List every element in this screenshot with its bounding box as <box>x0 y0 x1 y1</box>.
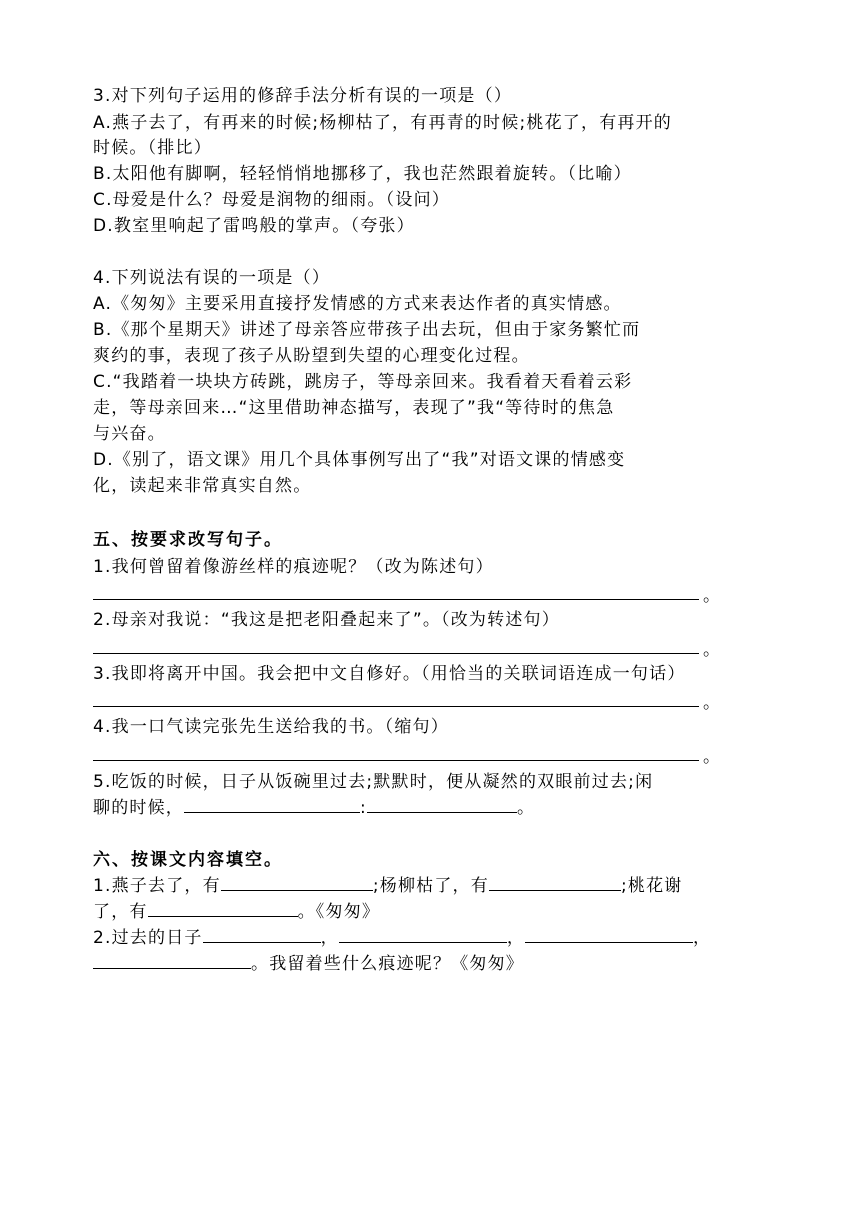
s6-fill2-blank-3[interactable] <box>525 926 693 943</box>
s5-answer-line-4[interactable] <box>93 760 699 761</box>
s5-answer-line-1[interactable] <box>93 599 699 600</box>
q4-option-d-line2: 化，读起来非常真实自然。 <box>93 476 312 496</box>
s5-item5-text-c: 。 <box>516 798 536 818</box>
q4-option-c-line3: 与兴奋。 <box>93 424 166 444</box>
s6-fill1-line2 <box>93 900 765 924</box>
s5-item3: 3.我即将离开中国。我会把中文自修好。（用恰当的关联词语连成一句话） <box>93 664 686 684</box>
s5-item1: 1.我何曾留着像游丝样的痕迹呢？（改为陈述句） <box>93 557 494 577</box>
q3-option-b: B.太阳他有脚啊，轻轻悄悄地挪移了，我也茫然跟着旋转。（比喻） <box>93 164 632 184</box>
s6-fill1-text-d: 了，有 <box>93 902 148 922</box>
q3-option-a-line1: A.燕子去了，有再来的时候;杨柳枯了，有再青的时候;桃花了，有再开的 <box>93 113 672 133</box>
s6-fill1-text-e: 。《匆匆》 <box>297 902 381 922</box>
s6-fill2-text-b: ， <box>320 928 339 948</box>
s6-fill2-blank-2[interactable] <box>339 926 507 943</box>
section6-title: 六、按课文内容填空。 <box>93 850 283 870</box>
s5-answer-line-3[interactable] <box>93 706 699 707</box>
s6-fill1-blank-3[interactable] <box>148 900 298 917</box>
s5-answer-2-period: 。 <box>703 640 720 660</box>
q3-option-a-line2: 时候。（排比） <box>93 138 212 158</box>
s5-item5-blank-1[interactable] <box>184 796 360 813</box>
q4-option-d-line1: D.《别了，语文课》用几个具体事例写出了“我”对语文课的情感变 <box>93 450 626 470</box>
s6-fill2-blank-4[interactable] <box>93 952 251 969</box>
s5-item5-text-a: 聊的时候， <box>93 798 184 818</box>
s5-answer-4-period: 。 <box>703 747 720 767</box>
s5-item5-line1: 5.吃饭的时候，日子从饭碗里过去;默默时，便从凝然的双眼前过去;闲 <box>93 772 654 792</box>
s5-item5-text-b: : <box>360 798 367 818</box>
s5-item5-blank-2[interactable] <box>367 796 517 813</box>
q3-option-d: D.教室里响起了雷鸣般的掌声。（夸张） <box>93 216 415 236</box>
s6-fill1-text-b: ;杨柳枯了，有 <box>372 876 489 896</box>
s6-fill1-text-c: ;桃花谢 <box>620 876 683 896</box>
q3-stem: 3.对下列句子运用的修辞手法分析有误的一项是（） <box>93 86 513 106</box>
s5-answer-line-2[interactable] <box>93 653 699 654</box>
s5-item2: 2.母亲对我说：“我这是把老阳叠起来了”。（改为转述句） <box>93 610 560 630</box>
s6-fill1-text-a: 1.燕子去了，有 <box>93 876 221 896</box>
s5-item4: 4.我一口气读完张先生送给我的书。（缩句） <box>93 717 449 737</box>
q4-option-b-line2: 爽约的事，表现了孩子从盼望到失望的心理变化过程。 <box>93 346 530 366</box>
s5-item5-line2 <box>93 796 765 820</box>
s6-fill2-line2 <box>93 952 765 976</box>
q3-option-c: C.母爱是什么？母爱是润物的细雨。（设问） <box>93 190 450 210</box>
s6-fill2-text-e: 。我留着些什么痕迹呢？《匆匆》 <box>251 954 524 974</box>
s6-fill2-blank-1[interactable] <box>203 926 321 943</box>
s6-fill1-line1 <box>93 874 765 898</box>
section5-title: 五、按要求改写句子。 <box>93 530 283 550</box>
s6-fill2-text-c: ， <box>506 928 526 948</box>
q4-stem: 4.下列说法有误的一项是（） <box>93 268 331 288</box>
q4-option-c-line2: 走，等母亲回来…“这里借助神态描写，表现了”我“等待时的焦急 <box>93 398 615 418</box>
s6-fill2-text-d: ， <box>693 928 712 948</box>
s6-fill2-line1 <box>93 926 765 950</box>
q4-option-c-line1: C.“我踏着一块块方砖跳，跳房子，等母亲回来。我看着天看着云彩 <box>93 372 633 392</box>
s5-answer-3-period: 。 <box>703 693 720 713</box>
s6-fill1-blank-2[interactable] <box>489 874 621 891</box>
q4-option-a: A.《匆匆》主要采用直接抒发情感的方式来表达作者的真实情感。 <box>93 294 622 314</box>
s6-fill1-blank-1[interactable] <box>221 874 373 891</box>
s5-answer-1-period: 。 <box>703 586 720 606</box>
s6-fill2-text-a: 2.过去的日子 <box>93 928 203 948</box>
q4-option-b-line1: B.《那个星期天》讲述了母亲答应带孩子出去玩，但由于家务繁忙而 <box>93 320 641 340</box>
